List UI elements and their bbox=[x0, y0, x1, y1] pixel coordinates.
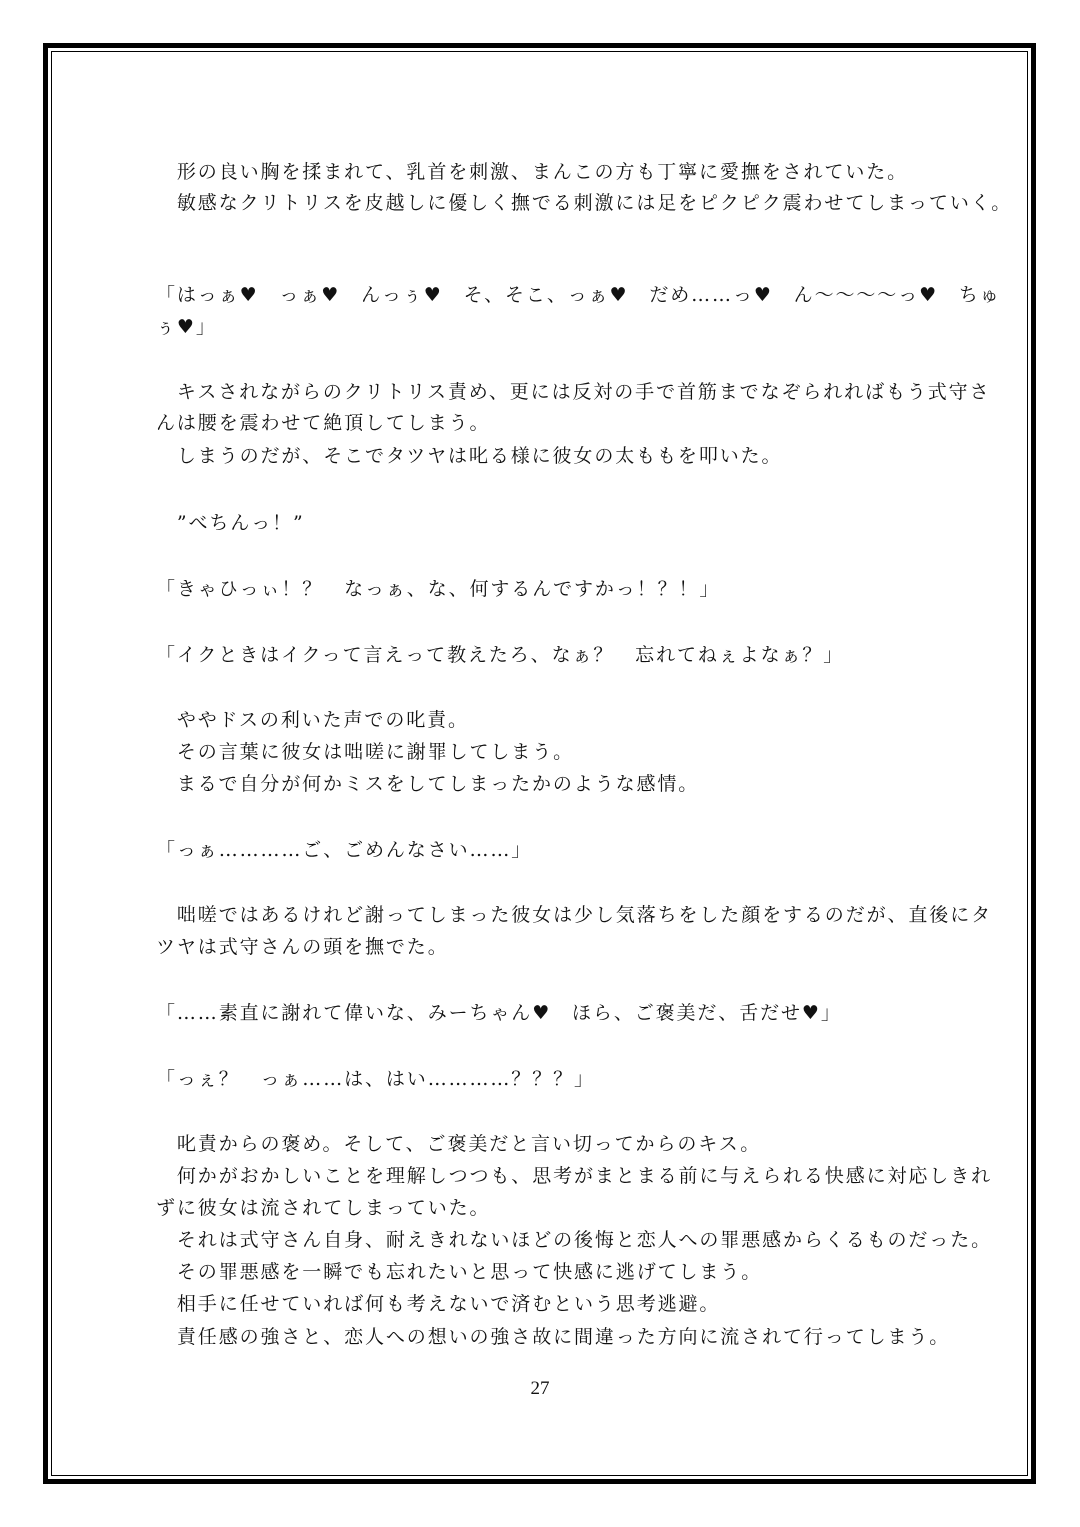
text-line: 形の良い胸を揉まれて、乳首を刺激、まんこの方も丁寧に愛撫をされていた。 bbox=[156, 161, 909, 183]
text-line: ”べちんっ！” bbox=[156, 512, 305, 534]
text-line: まるで自分が何かミスをしてしまったかのような感情。 bbox=[156, 773, 700, 795]
text-line: 「イクときはイクって言えって教えたろ、なぁ？ 忘れてねぇよなぁ？」 bbox=[156, 644, 845, 666]
text-line: ずに彼女は流されてしまっていた。 bbox=[156, 1197, 491, 1219]
text-line: 何かがおかしいことを理解しつつも、思考がまとまる前に与えられる快感に対応しきれ bbox=[156, 1165, 993, 1187]
page-number: 27 bbox=[530, 1378, 550, 1399]
text-line: 敏感なクリトリスを皮越しに優しく撫でる刺激には足をピクピク震わせてしまっていく。 bbox=[156, 192, 1013, 214]
text-line: キスされながらのクリトリス責め、更には反対の手で首筋までなぞられればもう式守さ bbox=[156, 381, 991, 403]
text-line: 咄嗟ではあるけれど謝ってしまった彼女は少し気落ちをした顔をするのだが、直後にタ bbox=[156, 904, 993, 926]
text-line: 相手に任せていれば何も考えないで済むという思考逃避。 bbox=[156, 1293, 721, 1315]
text-line: 叱責からの褒め。そして、ご褒美だと言い切ってからのキス。 bbox=[156, 1133, 762, 1155]
text-line: それは式守さん自身、耐えきれないほどの後悔と恋人への罪悪感からくるものだった。 bbox=[156, 1229, 993, 1251]
text-line: ぅ♥」 bbox=[156, 316, 217, 338]
text-line: その罪悪感を一瞬でも忘れたいと思って快感に逃げてしまう。 bbox=[156, 1261, 763, 1283]
text-line: んは腰を震わせて絶頂してしまう。 bbox=[156, 412, 491, 434]
text-line: 「はっぁ♥ っぁ♥ んっぅ♥ そ、そこ、っぁ♥ だめ……っ♥ ん〜〜〜〜っ♥ ちゅ bbox=[156, 284, 1001, 306]
text-line: 責任感の強さと、恋人への想いの強さ故に間違った方向に流されて行ってしまう。 bbox=[156, 1326, 951, 1348]
text-line: 「っぇ？ っぁ……は、はい…………？？？」 bbox=[156, 1068, 595, 1090]
text-line: ツヤは式守さんの頭を撫でた。 bbox=[156, 936, 449, 958]
text-line: 「っぁ…………ご、ごめんなさい……」 bbox=[156, 839, 533, 861]
text-line: ややドスの利いた声での叱責。 bbox=[156, 709, 469, 731]
text-line: その言葉に彼女は咄嗟に謝罪してしまう。 bbox=[156, 741, 575, 763]
text-line: 「……素直に謝れて偉いな、みーちゃん♥ ほら、ご褒美だ、舌だせ♥」 bbox=[156, 1002, 842, 1024]
text-line: しまうのだが、そこでタツヤは叱る様に彼女の太ももを叩いた。 bbox=[156, 445, 783, 467]
text-line: 「きゃひっぃ！？ なっぁ、な、何するんですかっ！？！」 bbox=[156, 578, 721, 600]
